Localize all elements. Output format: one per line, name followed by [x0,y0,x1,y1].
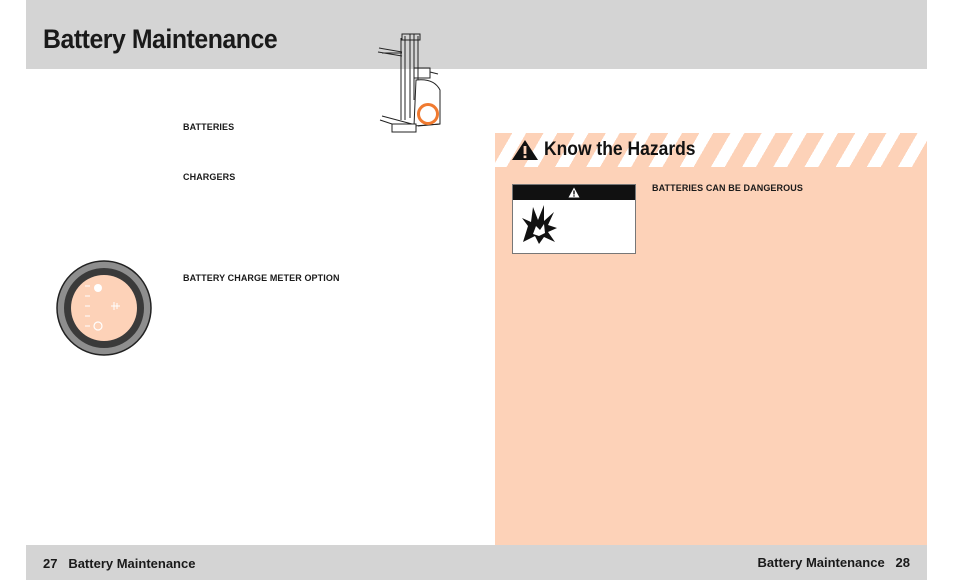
forklift-illustration [374,20,454,138]
warning-triangle-icon [511,139,539,161]
left-page-number: 27 [43,556,58,571]
batteries-heading: BATTERIES [183,122,235,132]
battery-charge-meter-heading: BATTERY CHARGE METER OPTION [183,273,340,283]
page-header [26,0,927,69]
batteries-dangerous-heading: BATTERIES CAN BE DANGEROUS [652,183,803,193]
hazard-title-row [511,139,709,161]
hazard-title: Know the Hazards [544,139,696,160]
know-the-hazards-panel [495,133,927,545]
chargers-heading: CHARGERS [183,172,236,182]
battery-charge-meter-icon [56,260,152,356]
explosion-warning-label [512,184,636,254]
footer-right [758,555,910,570]
left-footer-title: Battery Maintenance [68,556,196,571]
warning-triangle-small-icon [568,187,580,198]
right-page-number: 28 [895,555,910,570]
footer-left [43,556,195,571]
page-footer [26,545,927,580]
right-footer-title: Battery Maintenance [757,555,885,570]
warning-label-bar [513,185,635,200]
explosion-icon [519,204,559,246]
page-title: Battery Maintenance [43,24,278,54]
